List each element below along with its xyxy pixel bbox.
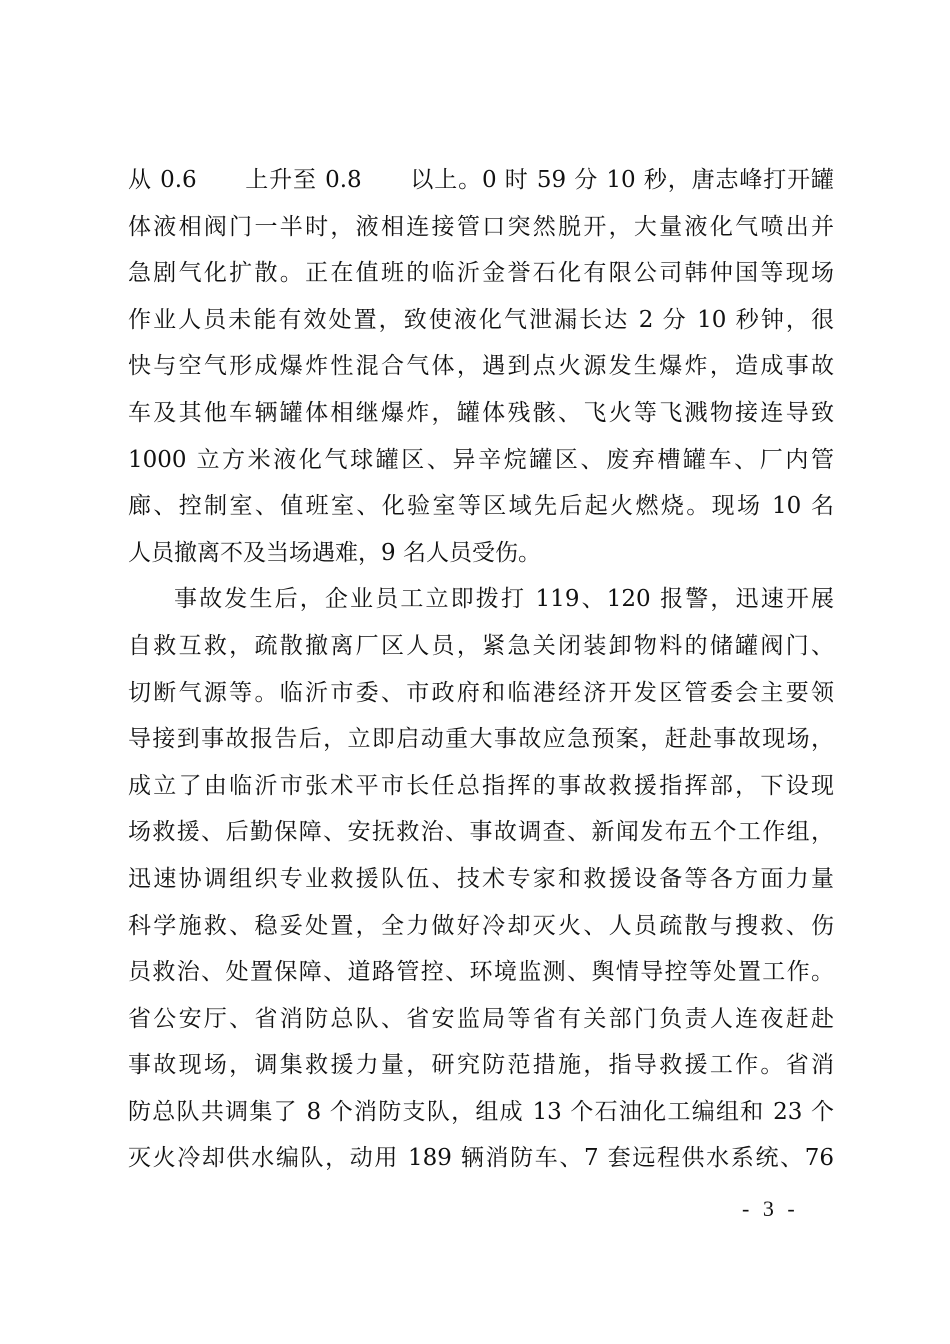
text-line: 迅速协调组织专业救援队伍、技术专家和救援设备等各方面力量 bbox=[128, 865, 834, 892]
text-line: 急剧气化扩散。正在值班的临沂金誉石化有限公司韩仲国等现场 bbox=[128, 260, 834, 287]
text-line: 场救援、后勤保障、安抚救治、事故调查、新闻发布五个工作组， bbox=[128, 819, 834, 846]
text-line: 事故现场，调集救援力量，研究防范措施，指导救援工作。省消 bbox=[128, 1052, 834, 1079]
text-line: 切断气源等。临沂市委、市政府和临港经济开发区管委会主要领 bbox=[128, 679, 834, 706]
text-line: 导接到事故报告后，立即启动重大事故应急预案，赶赴事故现场， bbox=[128, 726, 834, 753]
text-line: 事故发生后，企业员工立即拨打 119、120 报警，迅速开展 bbox=[174, 586, 834, 613]
text-line: 廊、控制室、值班室、化验室等区域先后起火燃烧。现场 10 名 bbox=[128, 493, 834, 520]
text-line: 人员撤离不及当场遇难，9 名人员受伤。 bbox=[128, 539, 541, 566]
text-line: 1000 立方米液化气球罐区、异辛烷罐区、废弃槽罐车、厂内管 bbox=[128, 446, 834, 473]
body-text bbox=[128, 157, 834, 1182]
text-line: 体液相阀门一半时，液相连接管口突然脱开，大量液化气喷出并 bbox=[128, 213, 834, 240]
text-line: 车及其他车辆罐体相继爆炸，罐体残骸、飞火等飞溅物接连导致 bbox=[128, 399, 834, 426]
text-line: 作业人员未能有效处置，致使液化气泄漏长达 2 分 10 秒钟，很 bbox=[128, 306, 834, 333]
text-line: 科学施救、稳妥处置，全力做好冷却灭火、人员疏散与搜救、伤 bbox=[128, 912, 834, 939]
text-line: 从 0.6 上升至 0.8 以上。0 时 59 分 10 秒，唐志峰打开罐 bbox=[128, 167, 834, 193]
text-line: 灭火冷却供水编队，动用 189 辆消防车、7 套远程供水系统、76 bbox=[128, 1145, 834, 1172]
text-line: 防总队共调集了 8 个消防支队，组成 13 个石油化工编组和 23 个 bbox=[128, 1098, 834, 1125]
text-line: 快与空气形成爆炸性混合气体，遇到点火源发生爆炸，造成事故 bbox=[128, 353, 834, 380]
text-line: 成立了由临沂市张术平市长任总指挥的事故救援指挥部，下设现 bbox=[128, 772, 834, 799]
text-line: 省公安厅、省消防总队、省安监局等省有关部门负责人连夜赶赴 bbox=[128, 1005, 834, 1032]
text-line: 自救互救，疏散撤离厂区人员，紧急关闭装卸物料的储罐阀门、 bbox=[128, 632, 834, 659]
text-line: 员救治、处置保障、道路管控、环境监测、舆情导控等处置工作。 bbox=[128, 959, 834, 986]
page-number: - 3 - bbox=[742, 1196, 799, 1221]
